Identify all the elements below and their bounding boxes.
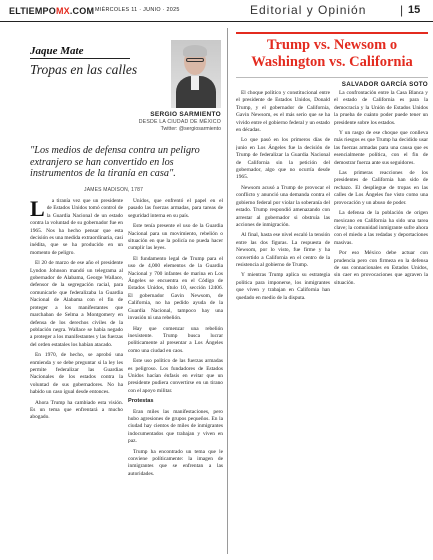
dateline: MIÉRCOLES 11 · JUNIO · 2025 — [95, 7, 180, 13]
body-paragraph: Ahora Trump ha cambiado esta visión. Es un tema que enfrentará a mucho abogado. — [30, 399, 123, 421]
editorial-body-2 — [334, 90, 428, 554]
brand-part-2: MX — [55, 6, 70, 16]
body-paragraph: Las primeras reacciones de los presidentes de California han sido de rechazo. El despliegue de tropas en las calles de Los Ángeles fue visto como una provocación y un abuso de poder. — [334, 170, 428, 206]
column-body-1 — [30, 198, 123, 554]
body-paragraph: Este tenía presente el uso de la Guardia Nacional para un movimiento, rebelión o situación en que la policía no pueda hacer cumplir las leyes. — [128, 223, 223, 252]
author-twitter[interactable]: Twitter: @sergiosarmiento — [160, 126, 221, 132]
body-paragraph: Este uso político de las fuerzas armadas es peligroso. Los fundadores de Estados Unidos hacían énfasis en evitar que un presidente pudiera convertirse en un tirano con el apoyo militar. — [128, 358, 223, 394]
editorial-title: Trump vs. Newsom o Washington vs. California — [251, 37, 413, 70]
body-paragraph: Por eso México debe actuar con prudencia pero con firmeza en la defensa de sus connacionales en Estados Unidos, sin caer en provocaciones que agraven la situación. — [334, 250, 428, 286]
editorial-body-1 — [236, 90, 330, 554]
body-paragraph: Al final, hasta ese nivel escaló la tensión entre las dos figuras. La respuesta de Newsom, por lo visto, fue firme y ha convertido a California en el centro de la resistencia al gobierno de Trump. — [236, 232, 330, 268]
body-paragraph: La confrontación entre la Casa Blanca y el estado de California es para la democracia y la Unión de Estados Unidos la prueba de cuánto poder puede tener un presidente sobre los estados. — [334, 90, 428, 126]
column-body-2 — [128, 198, 223, 554]
photo-glasses — [186, 58, 204, 62]
body-paragraph: El fundamento legal de Trump para el uso de 4,000 elementos de la Guardia Nacional y 700 infantes de marina en Los Ángeles se encuentra en el Código de Estados Unidos, título 10, sección 12406. El gobernador Gavin Newsom, de California, no ha pedido ayuda de la Guardia Nacional, tampoco hay una invasión ni una rebelión. — [128, 255, 223, 322]
body-paragraph: El 20 de marzo de ese año el presidente Lyndon Johnson mandó un telegrama al gobernador de Alabama, George Wallace, defensor de la segregación racial, para comunicarle que federalizaba la Guardia Nacional de Alabama con el fin de proteger a los manifestantes que marchaban de Selma a Montgomery en defensa de los derechos civiles de la población negra. Wallace se había negado a proteger a los manifestantes y las fuerzas del orden estatales los habían atacado. — [30, 260, 123, 348]
column-byline — [80, 111, 221, 132]
body-paragraph: Trump ha encontrado un tema que le conviene políticamente: la imagen de inmigrantes que se enfrentan a las autoridades. — [128, 448, 223, 477]
brand-part-1: ELTIEMPO — [9, 6, 56, 16]
brand-logo[interactable] — [9, 6, 94, 16]
body-paragraph: Hay que comenzar una rebelión inexistente. Trump busca lucrar políticamente al presentar a Los Ángeles como una ciudad en caos. — [128, 325, 223, 354]
body-paragraph: Newsom acusó a Trump de provocar el conflicto y anunció una demanda contra el gobierno federal por violar la soberanía del estado. Trump respondió amenazando con arrestar al gobernador si obstruía las acciones de inmigración. — [236, 184, 330, 228]
body-paragraph: Unidos, que enfrentó el papel en el pasado las fuerzas armadas, para tareas de seguridad interna en su país. — [128, 198, 223, 219]
author-location: DESDE LA CIUDAD DE MÉXICO — [138, 119, 221, 125]
author-name: SERGIO SARMIENTO — [150, 111, 221, 118]
body-paragraph: El choque político y constitucional entre el presidente de Estados Unidos, Donald Trump, y el gobernador de California, Gavin Newsom, es el más serio que se ha vivido entre el gobierno federal y un estado en décadas. — [236, 90, 330, 134]
editorial-top-rule — [236, 32, 428, 34]
body-paragraph: La defensa de la población de origen mexicano en California ha sido una tarea clave; la comunidad inmigrante sufre ahora con el miedo a las redadas y deportaciones masivas. — [334, 210, 428, 246]
editorial-author: SALVADOR GARCÍA SOTO — [236, 77, 428, 88]
brand-part-3: .COM — [69, 6, 95, 16]
header-separator: | — [400, 3, 404, 17]
column-name: Jaque Mate — [30, 45, 84, 57]
column-divider — [227, 28, 228, 554]
pull-quote: "Los medios de defensa contra un peligro extranjero se han convertido en los instrumentos de la tiranía en casa". — [30, 145, 200, 179]
column-subhead: Protestas — [128, 398, 154, 405]
body-paragraph: En 1970, de hecho, se aprobó una enmienda y se debe preguntar si la ley les permite federalizar las Guardias Nacionales de los estados contra la voluntad de sus gobernadores. No ha habido un caso igual desde entonces. — [30, 352, 123, 396]
author-photo — [171, 40, 221, 108]
column-title: Tropas en las calles — [30, 62, 138, 77]
pull-quote-source: JAMES MADISON, 1787 — [84, 187, 144, 193]
photo-hair — [183, 45, 207, 57]
column-name-rule — [30, 58, 130, 59]
body-paragraph: Y mientras Trump aplica su estrategia política para imponerse, los inmigrantes que viven y trabajan en California han quedado en medio de la disputa. — [236, 272, 330, 301]
page-number: 15 — [408, 4, 421, 16]
body-paragraph: Y un rasgo de ese choque que conlleva más riesgos es que Trump ha decidido usar las fuerzas armadas para una causa que es esencialmente política, con el fin de demostrar fuerza ante sus seguidores. — [334, 130, 428, 166]
photo-collar — [191, 76, 199, 90]
body-paragraph: Lo que pasó en los primeros días de junio en Los Ángeles fue la decisión de Trump de federalizar la Guardia Nacional de California sin la petición del gobernador, algo que no ocurría desde 1965. — [236, 137, 330, 181]
body-paragraph: Eran miles las manifestaciones, pero hubo agresiones de grupos pequeños. En la ciudad hay cientos de miles de inmigrantes indocumentados que trabajan y viven en paz. — [128, 408, 223, 445]
body-paragraph: a tiranía vez que un presidente de Estados Unidos tomó control de la Guardia Nacional de un estado contra la voluntad de su gobernador fue en 1965. Nos ha hecho pensar que esta decisión es una medida extraordinaria, casi inédita, que se ha producido en un momento de peligro. — [30, 198, 123, 256]
section-title: Editorial y Opinión — [250, 3, 367, 17]
drop-cap: L — [30, 198, 45, 221]
page-header — [0, 0, 433, 22]
